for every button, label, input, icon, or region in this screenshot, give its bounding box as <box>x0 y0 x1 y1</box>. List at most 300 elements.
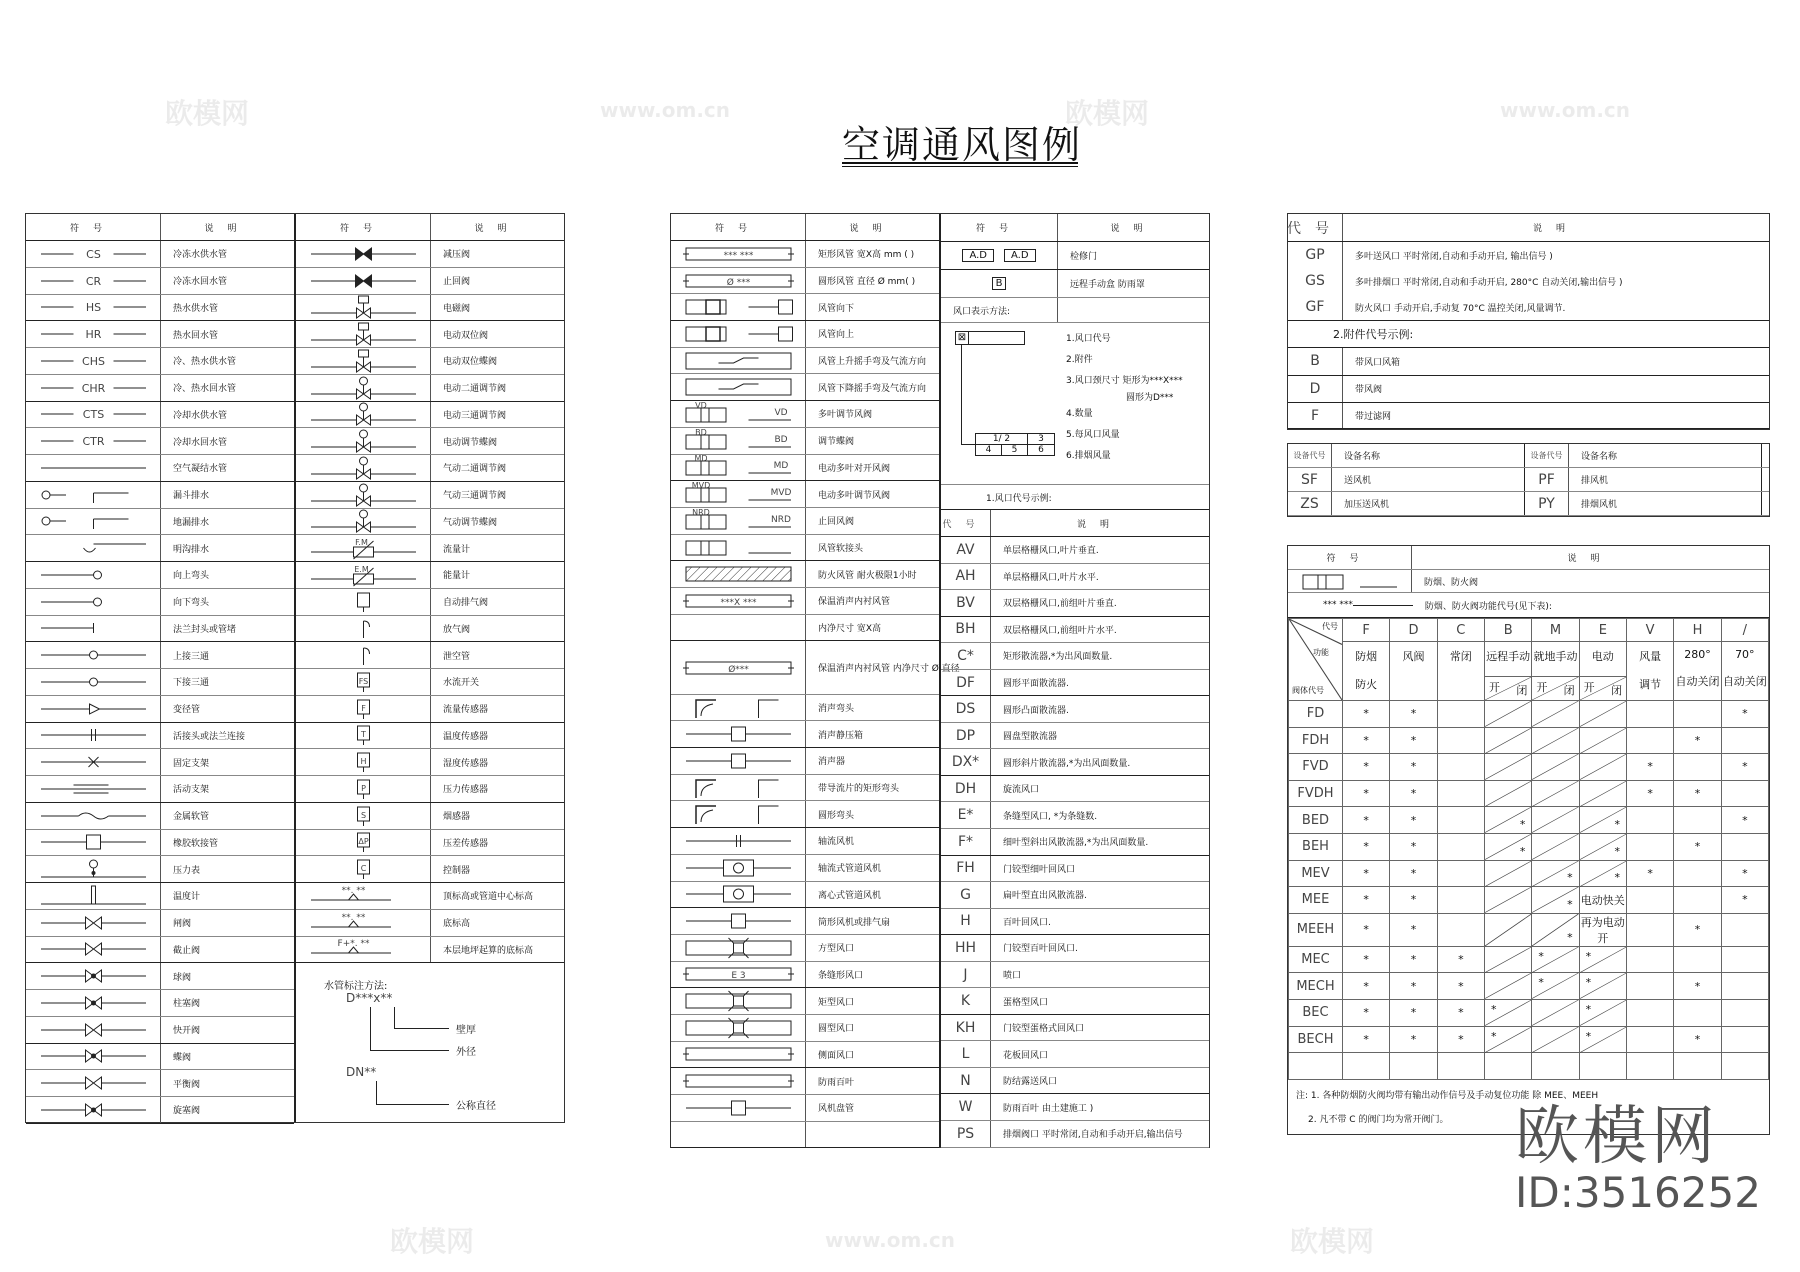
sensor-icon <box>296 669 431 695</box>
legend-row <box>941 323 1209 485</box>
legend-row <box>671 695 939 722</box>
duct-icon <box>671 1042 806 1068</box>
legend-desc: 离心式管道风机 <box>818 890 882 901</box>
fire-damper-row: MEV * * * * * * <box>1289 860 1769 887</box>
legend-row <box>671 348 939 375</box>
legend-desc: 明沟排水 <box>173 544 210 555</box>
outlet-code: N <box>941 1068 991 1094</box>
legend-row <box>296 723 564 750</box>
level-icon <box>296 910 431 936</box>
none-icon <box>671 615 806 641</box>
damper-code: MEC <box>1289 946 1343 973</box>
duct-icon <box>671 588 806 614</box>
outlet-method-label: 风口表示方法: <box>941 298 1058 322</box>
legend-row <box>296 321 564 348</box>
legend-row <box>941 909 1209 936</box>
outlet-item: 3.风口颈尺寸 矩形为***X*** <box>1066 376 1183 386</box>
outlet-code: K <box>941 988 991 1014</box>
legend-desc: 活动支架 <box>173 785 210 796</box>
svg-text:CS: CS <box>85 247 101 261</box>
valve-dot-icon <box>26 963 161 989</box>
legend-desc: 电动双位蝶阀 <box>443 357 498 368</box>
title-underline <box>842 162 1078 164</box>
outlet-item: 圆形为D*** <box>1126 393 1174 403</box>
svg-text:**. **: **. ** <box>341 912 365 923</box>
title-underline <box>842 166 1078 167</box>
fire-damper-row: MEEH * * * 再为电动开 * <box>1289 913 1769 946</box>
outlet-code: DX* <box>941 749 991 775</box>
legend-row <box>296 776 564 803</box>
legend-desc: 橡胶软接管 <box>173 838 219 849</box>
legend-row <box>671 241 939 268</box>
valve-circle-icon <box>296 509 431 535</box>
equipment-row: ZS 加压送风机 PY 排烟风机 <box>1288 492 1769 516</box>
legend-row <box>26 482 294 509</box>
legend-row <box>26 723 294 750</box>
legend-row <box>671 908 939 935</box>
pipe-wall-label: 壁厚 <box>456 1025 476 1037</box>
legend-row <box>941 1068 1209 1095</box>
legend-row <box>296 803 564 830</box>
code-row: 代号 说明 <box>1288 214 1769 242</box>
legend-desc: 气动三通调节阀 <box>443 491 507 502</box>
line-label-icon <box>26 402 161 428</box>
watermark: 欧模网 <box>390 1225 475 1258</box>
legend-row <box>26 348 294 375</box>
duct-down-icon <box>671 321 806 347</box>
legend-desc: 消声器 <box>818 757 846 768</box>
legend-row <box>671 428 939 455</box>
box-on-line-icon <box>26 830 161 856</box>
legend-row <box>671 508 939 535</box>
legend-row <box>296 402 564 429</box>
legend-row <box>26 642 294 669</box>
attach-title: 2.附件代号示例: <box>1333 328 1414 341</box>
outlet-code-desc: 圆盘型散流器 <box>1003 732 1058 743</box>
legend-desc: 漏斗排水 <box>173 491 210 502</box>
outlet-item: 5.每风口风量 <box>1066 430 1120 440</box>
legend-desc: 柱塞阀 <box>173 999 201 1010</box>
outlet-item: 2.附件 <box>1066 355 1093 365</box>
fire-damper-row: FVD * * * * <box>1289 754 1769 781</box>
legend-desc: 旋塞阀 <box>173 1106 201 1117</box>
line-label-icon <box>26 268 161 294</box>
damper-code: FD <box>1289 701 1343 728</box>
legend-row <box>26 562 294 589</box>
outlet-icon <box>671 935 806 961</box>
code-desc: 防火风口 手动开启,手动复 70°C 温控关闭,风量调节. <box>1355 303 1566 314</box>
legend-desc: 止回阀 <box>443 277 471 288</box>
column-key: F <box>1343 619 1390 642</box>
damper-code: MEEH <box>1289 913 1343 946</box>
legend-row <box>671 641 960 694</box>
svg-text:F+*. **: F+*. ** <box>337 939 369 950</box>
svg-text:VD: VD <box>773 407 788 418</box>
outlet-code-desc: 蛋格型风口 <box>1003 997 1049 1008</box>
outlet-code-table <box>1287 213 1770 430</box>
damper-icon <box>671 535 806 561</box>
legend-desc: 泄空管 <box>443 651 471 662</box>
svg-text:BD: BD <box>694 427 707 437</box>
svg-text:F: F <box>360 703 366 713</box>
sensor-icon <box>296 856 431 882</box>
legend-row <box>26 883 294 910</box>
legend-desc: 矩型风口 <box>818 997 855 1008</box>
legend-desc: 球阀 <box>173 972 192 983</box>
vent-icon <box>296 642 431 668</box>
legend-desc: 顶标高或管道中心标高 <box>443 892 534 903</box>
legend-desc: 风机盘管 <box>818 1104 855 1115</box>
legend-row <box>671 935 939 962</box>
svg-text:MVD: MVD <box>770 488 791 499</box>
legend-row <box>941 829 1209 856</box>
legend-row <box>296 241 564 268</box>
legend-desc: 上接三通 <box>173 651 210 662</box>
legend-desc: 矩形风管 宽X高 mm ( ) <box>818 250 915 261</box>
svg-text:S: S <box>360 810 366 820</box>
elbow-icon <box>671 775 806 801</box>
duct-legend-right <box>941 214 1209 1147</box>
outlet-code-desc: 扁叶型直出风散流器. <box>1003 891 1087 902</box>
legend-desc: 温度传感器 <box>443 731 489 742</box>
code-row <box>1288 321 1769 348</box>
legend-row <box>26 910 294 937</box>
legend-desc: 电动双位阀 <box>443 330 489 341</box>
legend-row <box>26 1017 294 1044</box>
header-symbol: 符号 <box>296 214 431 240</box>
legend-desc: 轴流风机 <box>818 837 855 848</box>
fan-icon <box>671 855 806 881</box>
outlet-code-desc: 旋流风口 <box>1003 785 1040 796</box>
legend-row <box>296 669 564 696</box>
legend-row <box>296 830 564 857</box>
damper-icon <box>671 508 806 534</box>
svg-text:NRD: NRD <box>691 507 710 517</box>
valve-dot-icon <box>26 1097 161 1123</box>
damper-code: BEH <box>1289 833 1343 860</box>
outlet-code: AH <box>941 564 991 590</box>
duct-icon <box>671 641 806 693</box>
header-desc: 说明 <box>849 223 896 234</box>
outlet-code-desc: 细叶型斜出风散流器,*为出风面数量. <box>1003 838 1149 849</box>
code-row: D 带风阀 <box>1288 376 1769 404</box>
svg-text:***X ***: ***X *** <box>719 597 757 608</box>
watermark: 欧模网 <box>165 97 250 130</box>
damper-code: FVDH <box>1289 780 1343 807</box>
damper-code: BED <box>1289 807 1343 834</box>
legend-row <box>296 642 564 669</box>
damper-icon <box>671 428 806 454</box>
meter-icon <box>296 535 431 561</box>
legend-desc: 空气凝结水管 <box>173 464 228 475</box>
legend-row <box>671 1068 939 1095</box>
legend-desc: 圆形弯头 <box>818 810 855 821</box>
sensor-icon <box>296 589 431 615</box>
legend-row <box>296 509 564 536</box>
duct-legend-left <box>671 214 960 1147</box>
legend-row <box>26 1044 294 1071</box>
watermark: 欧模网 <box>1290 1225 1375 1258</box>
valve-circle-icon <box>296 455 431 481</box>
legend-row <box>26 963 294 990</box>
svg-text:**. **: **. ** <box>341 885 365 896</box>
legend-desc: 快开阀 <box>173 1026 201 1037</box>
legend-row <box>26 937 294 964</box>
legend-desc: 闸阀 <box>173 919 192 930</box>
legend-row <box>296 749 564 776</box>
fire-damper-table: 符号 说明 防烟、防火阀 *** *** 防烟、防火阀功能代号(见下表): 代号 功能 阀体代号 F D C B M E V H / 防烟 防火 风阀 常闭 远程手动 就地手动 电动 风量 调节 280° 自动关闭 70° 自动关闭 开 闭 开 闭 开 闭 FD * * * FDH * * * FVD * * * * FVDH * * * * BED * * * * * BEH * * * * * MEV * * * * * * MEE * * * 电动快关 * MEEH * * * 再为电动开 * MEC * * * * * MECH * * * * * * BEC * * * * * BECH * * * * * * 注: 1. 各种防烟防火阀均带有输出动作信号及手动复位功能 除 MEE、MEEH 2. 凡不带 C 的阀门均为常开阀门。 <box>1287 545 1770 1135</box>
equipment-row: 设备代号 设备名称 设备代号 设备名称 <box>1288 444 1769 468</box>
svg-text:VD: VD <box>694 400 707 410</box>
valve-icon <box>26 1017 161 1043</box>
outlet-code: L <box>941 1041 991 1067</box>
legend-desc: 方型风口 <box>818 944 855 955</box>
legend-row <box>941 485 1209 510</box>
legend-row <box>671 882 939 909</box>
legend-desc: 圆形风管 直径 Ø mm( ) <box>818 277 916 288</box>
equipment-row: SF 送风机 PF 排风机 <box>1288 468 1769 492</box>
column-key: M <box>1532 619 1579 642</box>
code: GP <box>1305 247 1325 263</box>
legend-row <box>671 828 939 855</box>
legend-row <box>26 321 294 348</box>
legend-row <box>671 748 939 775</box>
header-symbol: 符号 <box>941 214 1058 241</box>
outlet-code-desc: 防雨百叶 由土建施工 ) <box>1003 1103 1094 1114</box>
legend-desc: 消声弯头 <box>818 704 855 715</box>
code: GF <box>1305 299 1325 315</box>
level-icon <box>296 937 431 963</box>
outlet-code: DH <box>941 776 991 802</box>
legend-desc: 变径管 <box>173 705 201 716</box>
outlet-code: H <box>941 909 991 935</box>
sensor-icon <box>296 803 431 829</box>
legend-desc: 向上弯头 <box>173 571 210 582</box>
code-row: F 带过滤网 <box>1288 403 1769 429</box>
fire-damper-row: BEH * * * * * <box>1289 833 1769 860</box>
svg-text:Ø ***: Ø *** <box>726 277 750 288</box>
legend-desc: 自动排气阀 <box>443 598 489 609</box>
legend-desc: 防火风管 耐火极限1小时 <box>818 570 917 581</box>
sensor-icon <box>296 696 431 722</box>
outlet-code: F* <box>941 829 991 855</box>
svg-text:CR: CR <box>85 274 101 288</box>
legend-row <box>26 241 294 268</box>
legend-row <box>26 455 294 482</box>
legend-row <box>941 962 1209 989</box>
water-legend-right <box>296 214 564 1122</box>
legend-desc: 法兰封头或管堵 <box>173 624 237 635</box>
outlet-code: BV <box>941 590 991 616</box>
legend-row <box>941 1121 1209 1148</box>
legend-desc: 金属软管 <box>173 812 210 823</box>
legend-row <box>941 988 1209 1015</box>
legend-row <box>26 856 294 883</box>
pipe-notation-dn: DN** <box>346 1065 377 1080</box>
trap-icon <box>26 535 161 561</box>
legend-row <box>296 937 564 964</box>
legend-row <box>941 776 1209 803</box>
legend-row <box>671 455 939 482</box>
legend-desc: 减压阀 <box>443 250 471 261</box>
wave-icon <box>26 803 161 829</box>
outlet-code: AV <box>941 537 991 563</box>
outlet-code-desc: 花板回风口 <box>1003 1050 1049 1061</box>
svg-text:NRD: NRD <box>770 514 791 525</box>
legend-row <box>296 535 564 562</box>
thermo-icon <box>26 883 161 909</box>
legend-desc: 烟感器 <box>443 812 471 823</box>
fire-damper-row: FD * * * <box>1289 701 1769 728</box>
id-watermark: ID:3516252 <box>1515 1168 1761 1217</box>
outlet-item: 4.数量 <box>1066 409 1093 419</box>
legend-desc: 多叶调节风阀 <box>818 410 873 421</box>
table-header <box>296 214 564 241</box>
legend-desc: 热水回水管 <box>173 330 219 341</box>
outlet-code-desc: 双层格栅风口,前组叶片垂直. <box>1003 599 1117 610</box>
vent-icon <box>296 616 431 642</box>
legend-desc: 电动多叶调节风阀 <box>818 490 891 501</box>
legend-row <box>671 374 939 401</box>
gauge-icon <box>26 856 161 882</box>
legend-row <box>296 883 564 910</box>
damper-icon <box>671 401 806 427</box>
legend-desc: 电动二通调节阀 <box>443 384 507 395</box>
circle-mid-icon <box>26 642 161 668</box>
duct-down-icon <box>671 294 806 320</box>
reducer-icon <box>26 696 161 722</box>
funnel-icon <box>26 482 161 508</box>
legend-desc: 冷冻水供水管 <box>173 250 228 261</box>
legend-row <box>296 375 564 402</box>
legend-desc: 热水供水管 <box>173 303 219 314</box>
legend-row: B 远程手动盒 防雨罩 <box>941 270 1209 298</box>
legend-desc: 地漏排水 <box>173 517 210 528</box>
legend-desc: 蝶阀 <box>173 1052 192 1063</box>
svg-text:P: P <box>360 783 366 793</box>
notes: 注: 1. 各种防烟防火阀均带有输出动作信号及手动复位功能 除 MEE、MEEH 2. 凡不带 C 的阀门均为常开阀门。 <box>1296 1090 1599 1125</box>
legend-desc: 底标高 <box>443 919 471 930</box>
legend-desc: 能量计 <box>443 571 471 582</box>
outlet-code: PS <box>941 1121 991 1147</box>
legend-desc: 固定支架 <box>173 758 210 769</box>
elbow-icon <box>671 801 806 827</box>
line-label-icon <box>26 295 161 321</box>
svg-text:HR: HR <box>85 328 101 342</box>
fire-damper-row: BECH * * * * * * <box>1289 1026 1769 1053</box>
valve-circle-icon <box>296 402 431 428</box>
legend-row <box>941 617 1209 644</box>
legend-desc: 电动多叶对开风阀 <box>818 463 891 474</box>
pipe-nominal-label: 公称直径 <box>456 1101 496 1113</box>
damper-icon <box>671 481 806 507</box>
legend-row <box>26 669 294 696</box>
legend-row <box>296 348 564 375</box>
svg-text:FS: FS <box>358 676 368 686</box>
valve-circle-icon <box>296 482 431 508</box>
equipment-code-table <box>1287 443 1770 517</box>
legend-row: 代号 说明 <box>941 510 1209 537</box>
legend-row <box>671 561 939 588</box>
legend-desc: 向下弯头 <box>173 598 210 609</box>
legend-row <box>941 564 1209 591</box>
legend-row <box>941 590 1209 617</box>
legend-row <box>26 375 294 402</box>
legend-row <box>26 776 294 803</box>
legend-row: A.D A.D 检修门 <box>941 242 1209 270</box>
outlet-code-desc: 单层格栅风口,叶片垂直. <box>1003 546 1099 557</box>
column-key: C <box>1437 619 1484 642</box>
outlet-icon <box>671 1015 806 1041</box>
legend-row <box>671 321 939 348</box>
column-key: / <box>1721 619 1768 642</box>
legend-desc: 放气阀 <box>443 624 471 635</box>
svg-text:MD: MD <box>773 461 788 472</box>
damper-code: MEV <box>1289 860 1343 887</box>
legend-row <box>671 775 939 802</box>
valve-fill-icon <box>296 268 431 294</box>
legend-desc: 流量传感器 <box>443 705 489 716</box>
legend-desc: 电动调节蝶阀 <box>443 437 498 448</box>
legend-desc: 温度计 <box>173 892 201 903</box>
pipe-notation-d: D***x** <box>346 991 393 1006</box>
damper-code: FDH <box>1289 727 1343 754</box>
duct-legend-table <box>670 213 1210 1148</box>
circle-mid-icon <box>26 669 161 695</box>
legend-row <box>941 723 1209 750</box>
column-key: H <box>1674 619 1721 642</box>
valve-dot-icon <box>26 1044 161 1070</box>
legend-row <box>296 589 564 616</box>
outlet-code-desc: 排烟阀口 平时常闭,自动和手动开启,输出信号 <box>1003 1130 1183 1141</box>
legend-desc: 带导流片的矩形弯头 <box>818 784 900 795</box>
code-desc: 多叶排烟口 平时常闭,自动和手动开启, 280°C 自动关闭,输出信号 ) <box>1355 277 1623 288</box>
table-header <box>26 214 294 241</box>
legend-desc: 止回风阀 <box>818 517 855 528</box>
outlet-code-desc: 单层格栅风口,叶片水平. <box>1003 572 1099 583</box>
legend-row <box>26 295 294 322</box>
meter-icon <box>296 562 431 588</box>
outlet-code: E* <box>941 802 991 828</box>
valve-actuator-icon <box>296 295 431 321</box>
column-key: B <box>1484 619 1531 642</box>
legend-desc: 本层地坪起算的底标高 <box>443 945 534 956</box>
legend-desc: 电动三通调节阀 <box>443 410 507 421</box>
flange-icon <box>26 723 161 749</box>
legend-row <box>941 802 1209 829</box>
valve-icon <box>26 937 161 963</box>
sensor-icon <box>296 830 431 856</box>
legend-desc: 湿度传感器 <box>443 758 489 769</box>
legend-row <box>941 670 1209 697</box>
legend-desc: 冷、热水回水管 <box>173 384 237 395</box>
duct-rise-icon <box>671 348 806 374</box>
line-label-icon <box>26 348 161 374</box>
legend-row <box>26 428 294 455</box>
svg-text:E.M: E.M <box>353 564 369 574</box>
gp-gs-gf-rows <box>1288 242 1769 321</box>
page-title: 空调通风图例 <box>842 123 1083 167</box>
legend-desc <box>806 1122 939 1148</box>
outlet-code: G <box>941 882 991 908</box>
box-on-line-icon <box>671 1095 806 1121</box>
damper-code: FVD <box>1289 754 1343 781</box>
circle-end-icon <box>26 562 161 588</box>
legend-row <box>26 1070 294 1097</box>
damper-code: BEC <box>1289 999 1343 1026</box>
legend-row <box>671 1095 939 1122</box>
legend-row <box>941 537 1209 564</box>
